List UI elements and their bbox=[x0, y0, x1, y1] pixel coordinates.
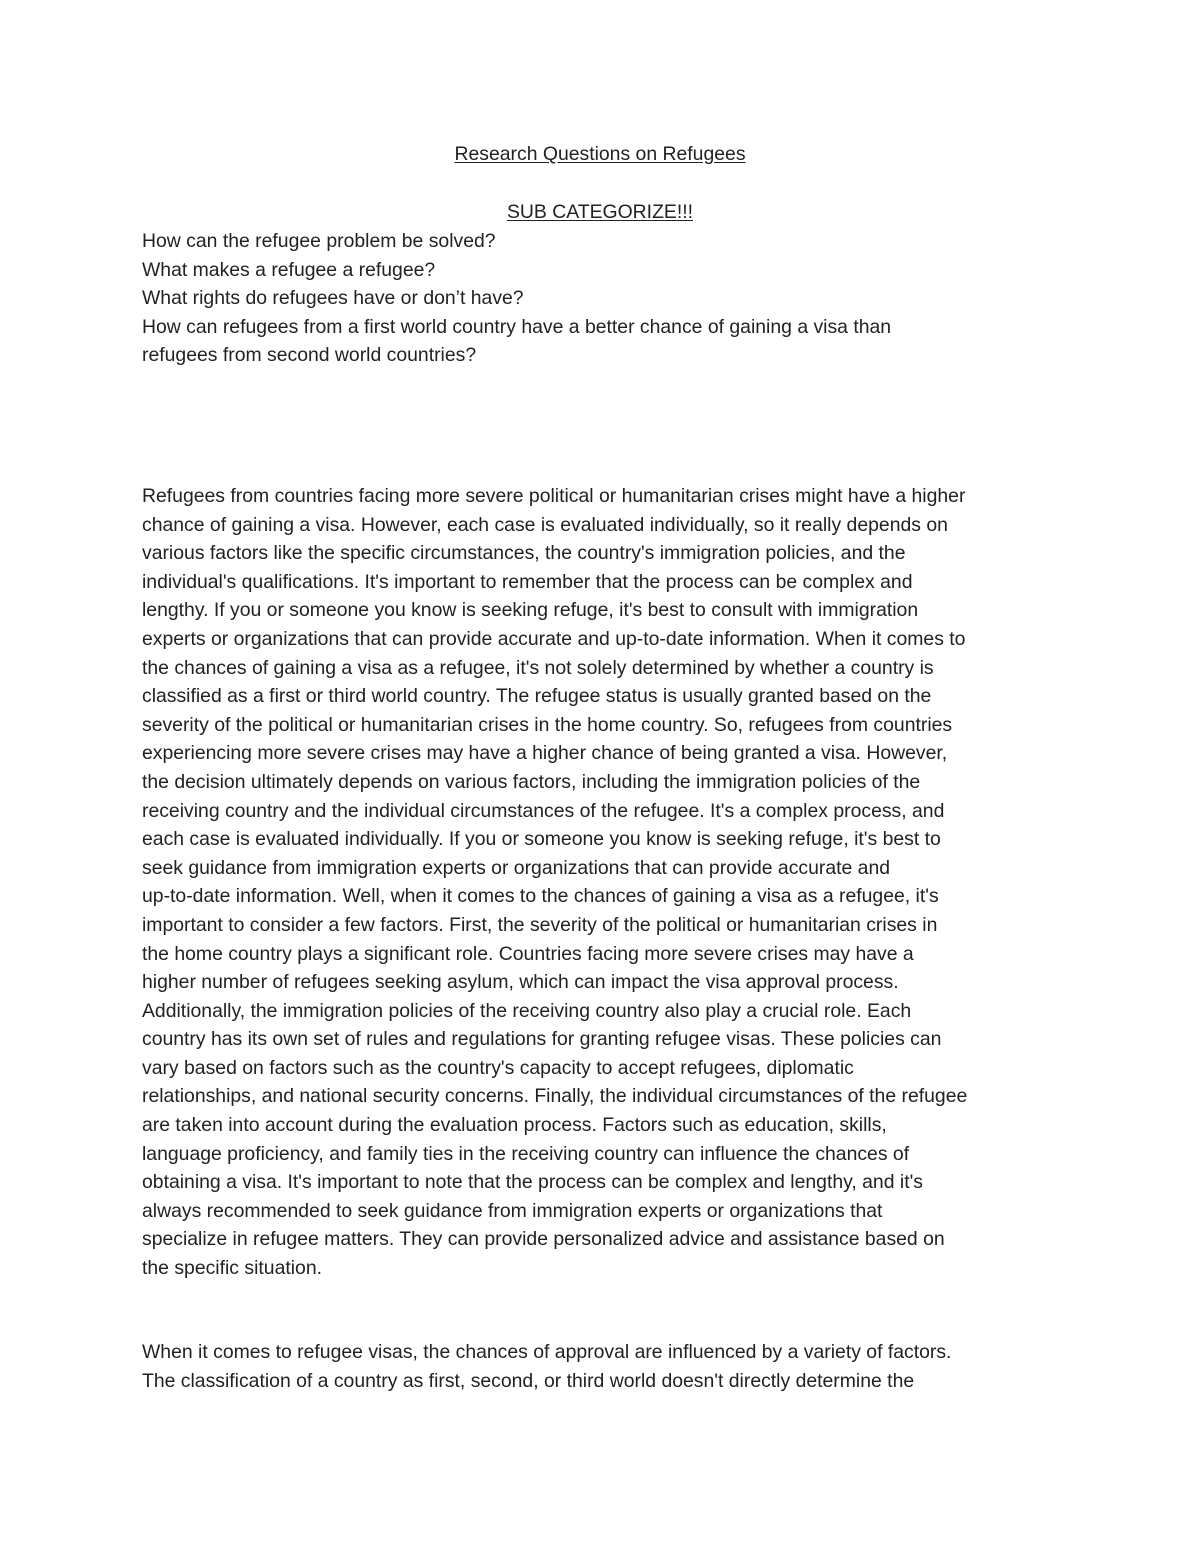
body-paragraph-1 bbox=[142, 482, 1072, 1283]
paragraph-line: various factors like the specific circumstances, the country's immigration policies, and the bbox=[142, 542, 906, 565]
paragraph-line: important to consider a few factors. First, the severity of the political or humanitarian crises in bbox=[142, 913, 938, 936]
paragraph-line: seek guidance from immigration experts or organizations that can provide accurate and bbox=[142, 856, 891, 879]
paragraph-line: experiencing more severe crises may have a higher chance of being granted a visa. However, bbox=[142, 742, 948, 765]
paragraph-line: Additionally, the immigration policies of the receiving country also play a crucial role. Each bbox=[142, 999, 912, 1022]
paragraph-line: relationships, and national security concerns. Finally, the individual circumstances of the refugee bbox=[142, 1085, 968, 1108]
paragraph-line: obtaining a visa. It's important to note that the process can be complex and lengthy, and it's bbox=[142, 1171, 923, 1194]
paragraph-line: the home country plays a significant role. Countries facing more severe crises may have a bbox=[142, 942, 914, 965]
paragraph-line: The classification of a country as first, second, or third world doesn't directly determine the bbox=[142, 1369, 915, 1392]
paragraph-line: language proficiency, and family ties in the receiving country can influence the chances of bbox=[142, 1142, 910, 1165]
question-item: How can refugees from a first world country have a better chance of gaining a visa than bbox=[142, 315, 892, 338]
paragraph-line: When it comes to refugee visas, the chances of approval are influenced by a variety of factors. bbox=[142, 1341, 952, 1363]
paragraph-line: severity of the political or humanitarian crises in the home country. So, refugees from countries bbox=[142, 713, 953, 736]
paragraph-line: the decision ultimately depends on various factors, including the immigration policies of the bbox=[142, 770, 921, 793]
paragraph-line: higher number of refugees seeking asylum, which can impact the visa approval process. bbox=[142, 971, 899, 994]
document-title: Research Questions on Refugees bbox=[454, 143, 746, 165]
paragraph-line: vary based on factors such as the country's capacity to accept refugees, diplomatic bbox=[142, 1056, 854, 1079]
research-questions-list bbox=[142, 227, 1072, 370]
question-item: How can the refugee problem be solved? bbox=[142, 230, 496, 252]
document-subtitle: SUB CATEGORIZE!!! bbox=[506, 201, 694, 223]
question-item: What makes a refugee a refugee? bbox=[142, 258, 436, 281]
paragraph-line: the chances of gaining a visa as a refugee, it's not solely determined by whether a country is bbox=[142, 656, 934, 679]
question-item: refugees from second world countries? bbox=[142, 344, 477, 367]
paragraph-line: chance of gaining a visa. However, each case is evaluated individually, so it really depends on bbox=[142, 513, 948, 536]
paragraph-line: each case is evaluated individually. If you or someone you know is seeking refuge, it's best to bbox=[142, 828, 941, 851]
paragraph-line: lengthy. If you or someone you know is seeking refuge, it's best to consult with immigration bbox=[142, 599, 919, 622]
paragraph-line: are taken into account during the evaluation process. Factors such as education, skills, bbox=[142, 1114, 887, 1137]
question-item: What rights do refugees have or don’t have? bbox=[142, 287, 524, 310]
paragraph-line: always recommended to seek guidance from immigration experts or organizations that bbox=[142, 1199, 883, 1222]
paragraph-line: Refugees from countries facing more severe political or humanitarian crises might have a higher bbox=[142, 485, 966, 507]
paragraph-line: up-to-date information. Well, when it comes to the chances of gaining a visa as a refugee, it's bbox=[142, 885, 939, 908]
body-paragraph-2 bbox=[142, 1338, 1072, 1395]
paragraph-line: country has its own set of rules and regulations for granting refugee visas. These policies can bbox=[142, 1028, 942, 1051]
paragraph-line: specialize in refugee matters. They can provide personalized advice and assistance based on bbox=[142, 1228, 945, 1251]
paragraph-line: receiving country and the individual circumstances of the refugee. It's a complex process, and bbox=[142, 799, 945, 822]
paragraph-line: the specific situation. bbox=[142, 1257, 322, 1280]
paragraph-line: classified as a first or third world country. The refugee status is usually granted based on the bbox=[142, 685, 932, 708]
paragraph-line: individual's qualifications. It's important to remember that the process can be complex and bbox=[142, 570, 913, 593]
paragraph-line: experts or organizations that can provide accurate and up-to-date information. When it comes to bbox=[142, 627, 966, 650]
